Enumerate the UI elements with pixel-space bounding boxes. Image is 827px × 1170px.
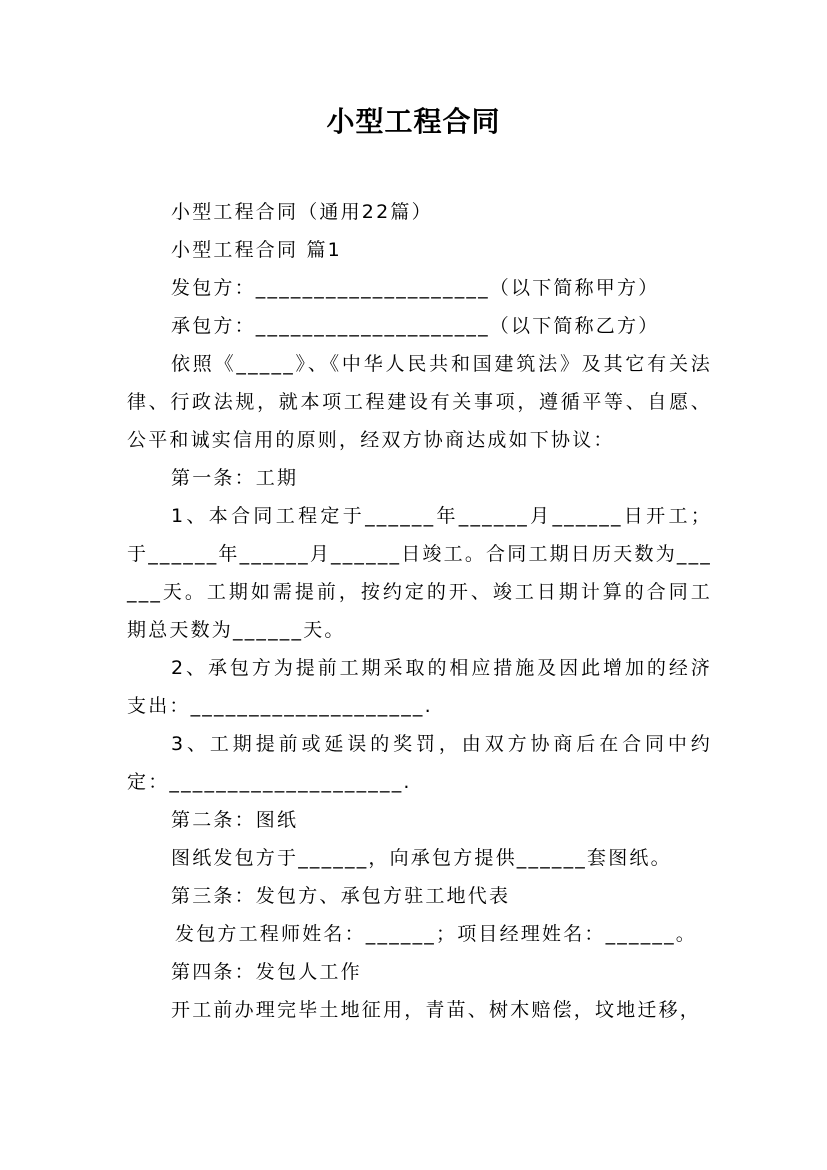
paragraph-party-a: 发包方：____________________（以下简称甲方） [171, 277, 660, 299]
paragraph-subtitle: 小型工程合同（通用22篇） [171, 201, 433, 223]
paragraph-article-1-clause-2: 2、承包方为提前工期采取的相应措施及因此增加的经济支出：____________________. [127, 657, 712, 717]
paragraph-article-4-heading: 第四条：发包人工作 [171, 961, 362, 983]
paragraph-preamble: 依照《_____》、《中华人民共和国建筑法》及其它有关法律、行政法规，就本项工程建设有关事项，遵循平等、自愿、公平和诚实信用的原则，经双方协商达成如下协议： [127, 353, 712, 451]
paragraph-article-3-heading: 第三条：发包方、承包方驻工地代表 [171, 885, 511, 907]
paragraph-article-3-body: 发包方工程师姓名：______；项目经理姓名：______。 [175, 923, 698, 945]
paragraph-section-heading: 小型工程合同 篇1 [171, 239, 342, 261]
document-title: 小型工程合同 [326, 105, 501, 138]
paragraph-article-1-clause-3: 3、工期提前或延误的奖罚，由双方协商后在合同中约定：____________________. [127, 733, 712, 793]
paragraph-article-2-body: 图纸发包方于______，向承包方提供______套图纸。 [171, 847, 672, 869]
paragraph-article-4-body: 开工前办理完毕土地征用，青苗、树木赔偿，坟地迁移， [171, 999, 702, 1021]
paragraph-article-2-heading: 第二条：图纸 [171, 809, 299, 831]
paragraph-party-b: 承包方：____________________（以下简称乙方） [171, 315, 660, 337]
document-body [127, 193, 712, 1029]
paragraph-article-1-heading: 第一条：工期 [171, 467, 299, 489]
paragraph-article-1-clause-1: 1、本合同工程定于______年______月______日开工；于______年______月______日竣工。合同工期日历天数为______天。工期如需提前，按约定的开、竣工日期计算的合同工期总天数为______天。 [127, 505, 712, 641]
